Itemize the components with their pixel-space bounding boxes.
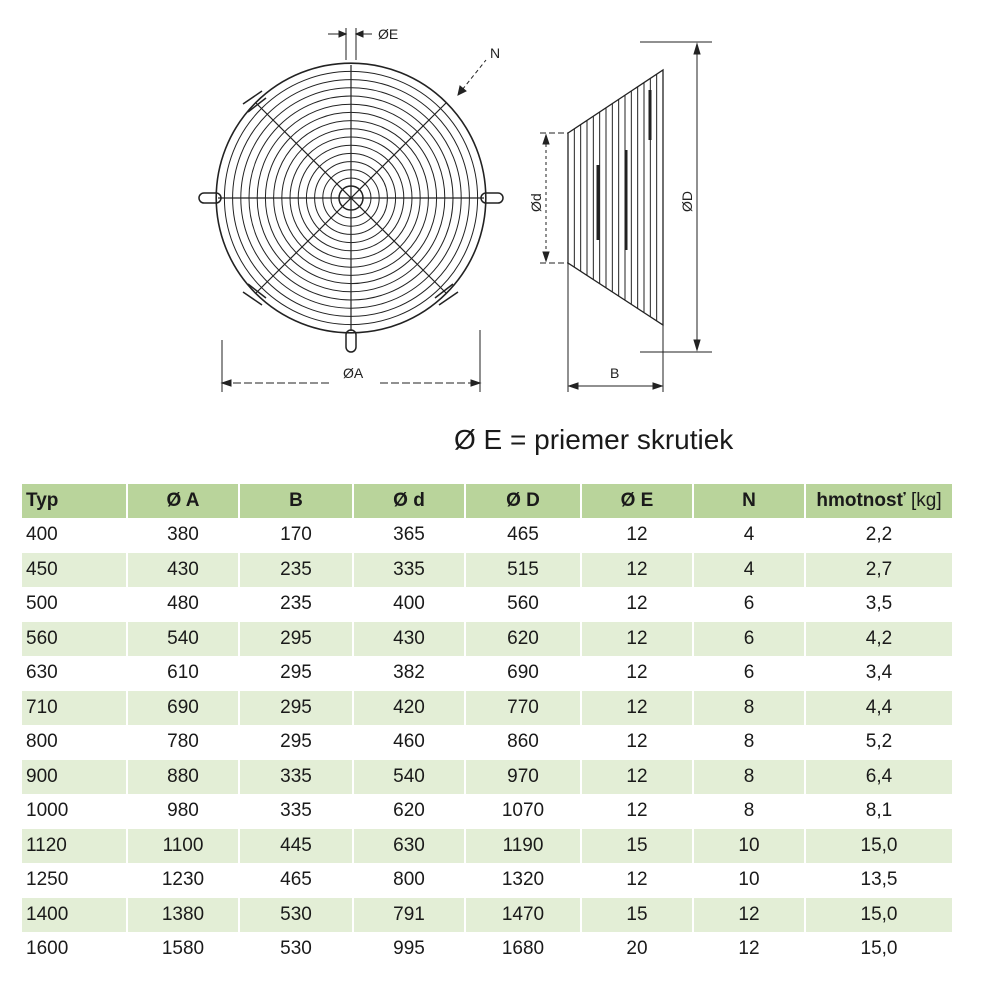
table-row [22,622,952,657]
cell-weight: 3,5 [865,593,893,615]
cell-dia-e: 15 [581,898,693,933]
cell-dia-a: 1580 [127,932,239,967]
cell-dia-e: 12 [581,725,693,760]
cell-dia-d-large: 560 [465,587,581,622]
guard-side-view [568,70,663,325]
cell-dia-d-large: 1070 [465,794,581,829]
table-row [22,725,952,760]
label-dia-a: ØA [343,365,364,381]
cell-n: 8 [693,725,805,760]
cell-weight: 6,4 [805,760,952,795]
cell-b: 295 [239,691,353,726]
cell-weight: 15,0 [805,829,952,864]
cell-dia-e: 15 [581,829,693,864]
cell-n: 4 [693,553,805,588]
cell-dia-a: 540 [127,622,239,657]
header-weight [805,484,952,518]
table-row [22,518,952,553]
cell-weight: 15,0 [805,898,952,933]
cell-dia-d-small: 540 [353,760,465,795]
table-row [22,932,952,967]
cell-n: 8 [693,691,805,726]
table-row [22,760,952,795]
cell-b: 295 [239,622,353,657]
cell-typ: 900 [22,760,127,795]
cell-typ: 1600 [22,932,127,967]
cell-b: 530 [239,898,353,933]
cell-n: 6 [693,622,805,657]
cell-dia-d-large: 770 [465,691,581,726]
cell-typ: 1000 [22,794,127,829]
cell-dia-e: 12 [581,794,693,829]
cell-dia-d-small: 365 [353,518,465,553]
cell-dia-d-large: 860 [465,725,581,760]
cell-dia-d-small: 630 [353,829,465,864]
cell-dia-d-large: 970 [465,760,581,795]
cell-dia-a: 690 [127,691,239,726]
cell-b: 295 [239,725,353,760]
header-dia-e: Ø E [581,484,693,518]
cell-dia-a: 780 [127,725,239,760]
cell-typ: 560 [22,622,127,657]
cell-weight: 5,2 [865,731,893,753]
table-row [22,863,952,898]
cell-dia-d-small: 335 [353,553,465,588]
table-row [22,829,952,864]
label-b: B [610,365,620,381]
cell-dia-e: 12 [581,691,693,726]
caption: Ø E = priemer skrutiek [454,424,734,455]
cell-weight: 13,5 [860,869,898,891]
cell-dia-e: 12 [581,656,693,691]
cell-dia-e: 12 [581,553,693,588]
table-body [22,518,952,967]
cell-n: 4 [693,518,805,553]
cell-dia-d-large: 1320 [465,863,581,898]
cell-b: 295 [239,656,353,691]
table-row [22,656,952,691]
header-dia-d-large: Ø D [465,484,581,518]
cell-weight: 8,1 [865,800,893,822]
label-dia-d-large: ØD [679,191,695,212]
cell-dia-a: 430 [127,553,239,588]
cell-b: 170 [239,518,353,553]
cell-b: 465 [239,863,353,898]
cell-dia-a: 980 [127,794,239,829]
cell-dia-d-small: 430 [353,622,465,657]
cell-b: 445 [239,829,353,864]
label-dia-d-small: Ød [528,193,544,212]
spec-table [22,484,952,967]
cell-n: 10 [693,863,805,898]
dimension-e [328,26,398,60]
cell-dia-d-small: 995 [353,932,465,967]
cell-weight: 4,4 [805,691,952,726]
cell-weight: 4,2 [805,622,952,657]
cell-b: 235 [239,553,353,588]
table-row [22,691,952,726]
cell-dia-e: 12 [581,622,693,657]
dimension-b [568,263,663,392]
table-row [22,794,952,829]
cell-dia-d-small: 791 [353,898,465,933]
cell-n: 6 [693,656,805,691]
cell-dia-a: 380 [127,518,239,553]
cell-dia-a: 1100 [127,829,239,864]
guard-front-view [199,63,503,352]
technical-drawing [0,0,1000,420]
cell-dia-d-small: 400 [353,587,465,622]
cell-typ: 1400 [22,898,127,933]
cell-typ: 710 [22,691,127,726]
cell-dia-a: 480 [127,587,239,622]
cell-dia-d-small: 620 [353,794,465,829]
header-weight-name: hmotnosť [816,490,906,511]
cell-typ: 500 [22,587,127,622]
cell-dia-a: 1380 [127,898,239,933]
cell-typ: 630 [22,656,127,691]
header-dia-a: Ø A [127,484,239,518]
cell-dia-a: 880 [127,760,239,795]
table-row [22,898,952,933]
cell-n: 10 [693,829,805,864]
cell-typ: 400 [22,518,127,553]
cell-weight: 3,4 [865,662,893,684]
cell-typ: 450 [22,553,127,588]
cell-dia-e: 12 [581,863,693,898]
cell-n: 8 [693,760,805,795]
header-typ: Typ [22,484,127,518]
table-row [22,553,952,588]
cell-weight: 2,2 [865,524,893,546]
dimension-a [222,330,480,392]
cell-weight: 15,0 [860,938,898,960]
cell-dia-d-large: 1190 [465,829,581,864]
header-b: B [239,484,353,518]
header-dia-d-small: Ø d [353,484,465,518]
cell-dia-d-large: 690 [465,656,581,691]
header-weight-unit: [kg] [910,490,942,511]
cell-dia-d-small: 420 [353,691,465,726]
table-header-row [22,484,952,518]
cell-dia-a: 1230 [127,863,239,898]
cell-dia-d-large: 465 [465,518,581,553]
cell-dia-d-large: 1680 [465,932,581,967]
cell-dia-a: 610 [127,656,239,691]
cell-dia-d-large: 620 [465,622,581,657]
cell-n: 8 [693,794,805,829]
cell-dia-e: 20 [581,932,693,967]
header-n: N [693,484,805,518]
cell-typ: 800 [22,725,127,760]
cell-b: 335 [239,794,353,829]
cone-wires [574,74,656,321]
cell-weight: 2,7 [805,553,952,588]
dimension-d-small [528,133,568,263]
cell-dia-d-small: 382 [353,656,465,691]
cell-dia-d-small: 460 [353,725,465,760]
cell-b: 235 [239,587,353,622]
cell-dia-e: 12 [581,587,693,622]
cell-n: 6 [693,587,805,622]
cell-n: 12 [693,932,805,967]
cell-dia-d-large: 1470 [465,898,581,933]
cell-n: 12 [693,898,805,933]
cell-dia-e: 12 [581,518,693,553]
cell-b: 530 [239,932,353,967]
cell-typ: 1250 [22,863,127,898]
dimension-n [458,45,500,95]
cell-typ: 1120 [22,829,127,864]
label-n: N [490,45,501,61]
cell-b: 335 [239,760,353,795]
cell-dia-e: 12 [581,760,693,795]
cell-dia-d-large: 515 [465,553,581,588]
table-row [22,587,952,622]
label-dia-e: ØE [378,26,399,42]
cell-dia-d-small: 800 [353,863,465,898]
